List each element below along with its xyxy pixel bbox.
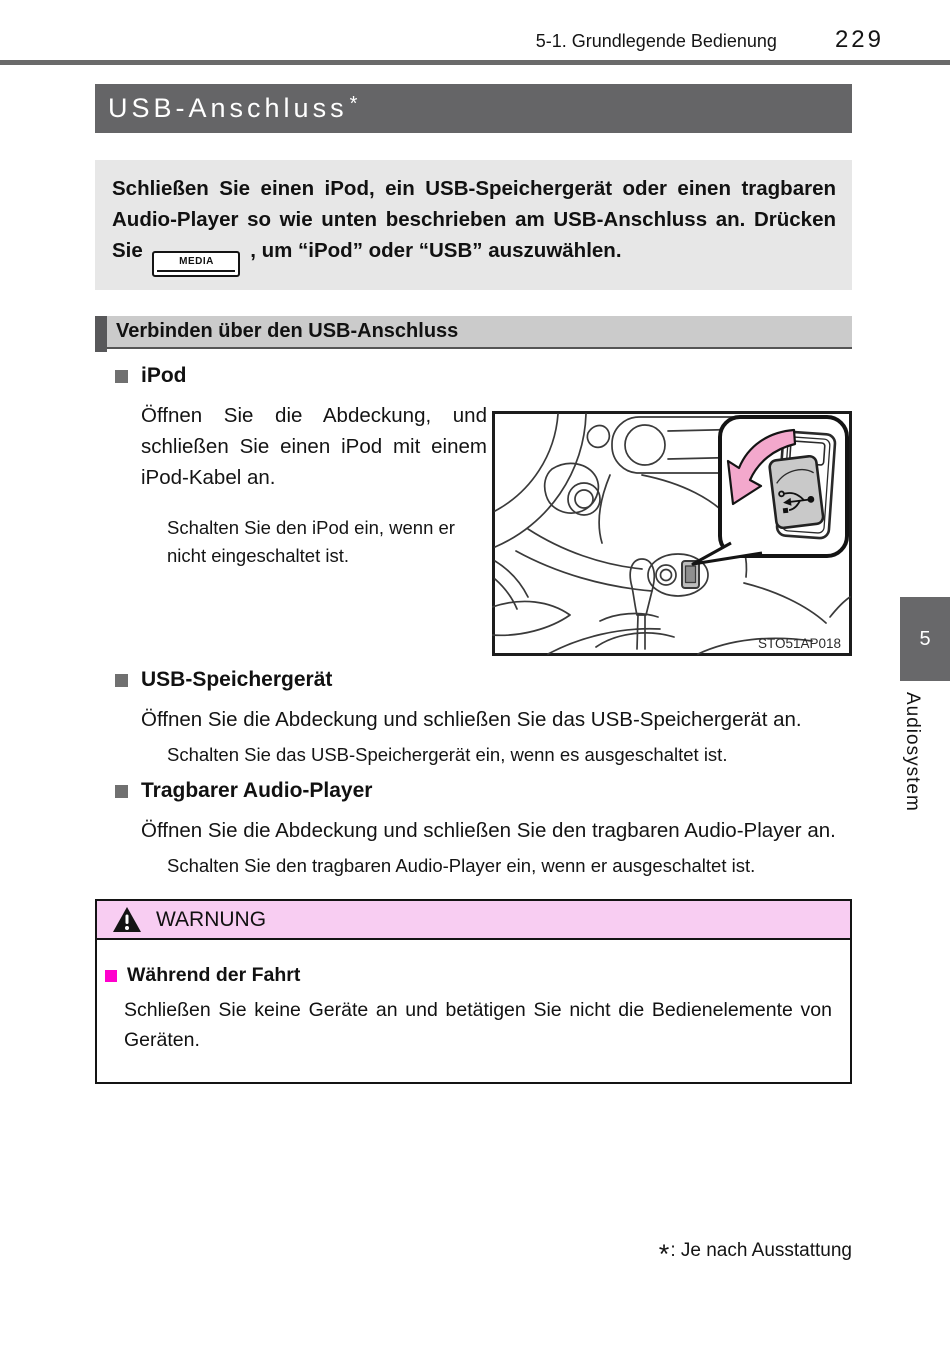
usb-storage-note: Schalten Sie das USB-Speichergerät ein, wenn es ausgeschaltet ist. — [167, 744, 728, 765]
ipod-heading — [115, 364, 487, 388]
intro-text-after: , um “iPod” oder “USB” auszuwählen. — [250, 239, 622, 262]
page-number: 229 — [834, 26, 884, 53]
intro-box — [95, 160, 852, 290]
warning-item-body: Schließen Sie keine Geräte an und betätigen Sie nicht die Bedienelemente von Geräten. — [124, 999, 832, 1051]
portable-audio-body: Öffnen Sie die Abdeckung und schließen Sie den tragbaren Audio-Player an. — [141, 819, 836, 842]
footnote — [658, 1238, 852, 1269]
page-title — [95, 84, 852, 133]
dashboard-illustration — [492, 411, 852, 656]
warning-triangle-icon — [112, 906, 142, 933]
square-bullet-icon — [115, 674, 128, 687]
usb-storage-section — [95, 668, 852, 769]
square-bullet-icon — [115, 370, 128, 383]
portable-audio-heading-label: Tragbarer Audio-Player — [141, 779, 373, 802]
warning-item-heading-label: Während der Fahrt — [127, 964, 301, 986]
ipod-heading-label: iPod — [141, 364, 187, 387]
page-content — [95, 84, 852, 1084]
usb-storage-heading — [115, 668, 852, 692]
portable-audio-section — [95, 779, 852, 880]
warning-title: WARNUNG — [156, 907, 267, 931]
ipod-note: Schalten Sie den iPod ein, wenn er nicht eingeschaltet ist. — [167, 517, 455, 566]
running-header — [0, 26, 884, 54]
portable-audio-heading — [115, 779, 852, 803]
running-header-section: 5-1. Grundlegende Bedienung — [535, 31, 777, 51]
usb-storage-heading-label: USB-Speichergerät — [141, 668, 333, 691]
title-footnote-marker: * — [349, 93, 358, 115]
chapter-number: 5 — [919, 627, 931, 650]
footnote-marker: * — [658, 1238, 670, 1269]
chapter-label: Audiosystem — [902, 692, 923, 812]
ipod-text-column — [95, 364, 487, 656]
square-bullet-icon — [115, 785, 128, 798]
section-heading: Verbinden über den USB-Anschluss — [107, 316, 852, 349]
figure-code: STO51AP018 — [757, 636, 841, 651]
chapter-tab — [900, 597, 950, 681]
section-heading-accent — [95, 316, 107, 352]
warning-box — [95, 899, 852, 1084]
usb-storage-body: Öffnen Sie die Abdeckung und schließen Sie das USB-Speichergerät an. — [141, 708, 802, 731]
magenta-square-bullet-icon — [105, 970, 117, 982]
dashboard-illustration-svg — [492, 411, 852, 656]
ipod-body: Öffnen Sie die Abdeckung, und schließen Sie einen iPod mit einem iPod-Kabel an. — [141, 404, 487, 489]
warning-body — [97, 940, 850, 1082]
media-button-graphic — [152, 251, 240, 277]
intro-text-before: Schließen Sie einen iPod, ein USB-Speichergerät oder einen tragbaren Audio-Player so wie unten beschrieben am USB-Anschluss an. Drücken Sie — [112, 177, 836, 262]
warning-item-heading — [105, 964, 836, 987]
warning-header — [97, 901, 850, 940]
media-button-label: MEDIA — [157, 255, 235, 272]
section-heading-bar — [95, 316, 852, 349]
header-rule — [0, 60, 950, 65]
ipod-section — [95, 364, 852, 656]
portable-audio-note: Schalten Sie den tragbaren Audio-Player ein, wenn er ausgeschaltet ist. — [167, 855, 756, 876]
page-title-text: USB-Anschluss — [108, 93, 348, 123]
footnote-text: : Je nach Ausstattung — [670, 1240, 852, 1261]
